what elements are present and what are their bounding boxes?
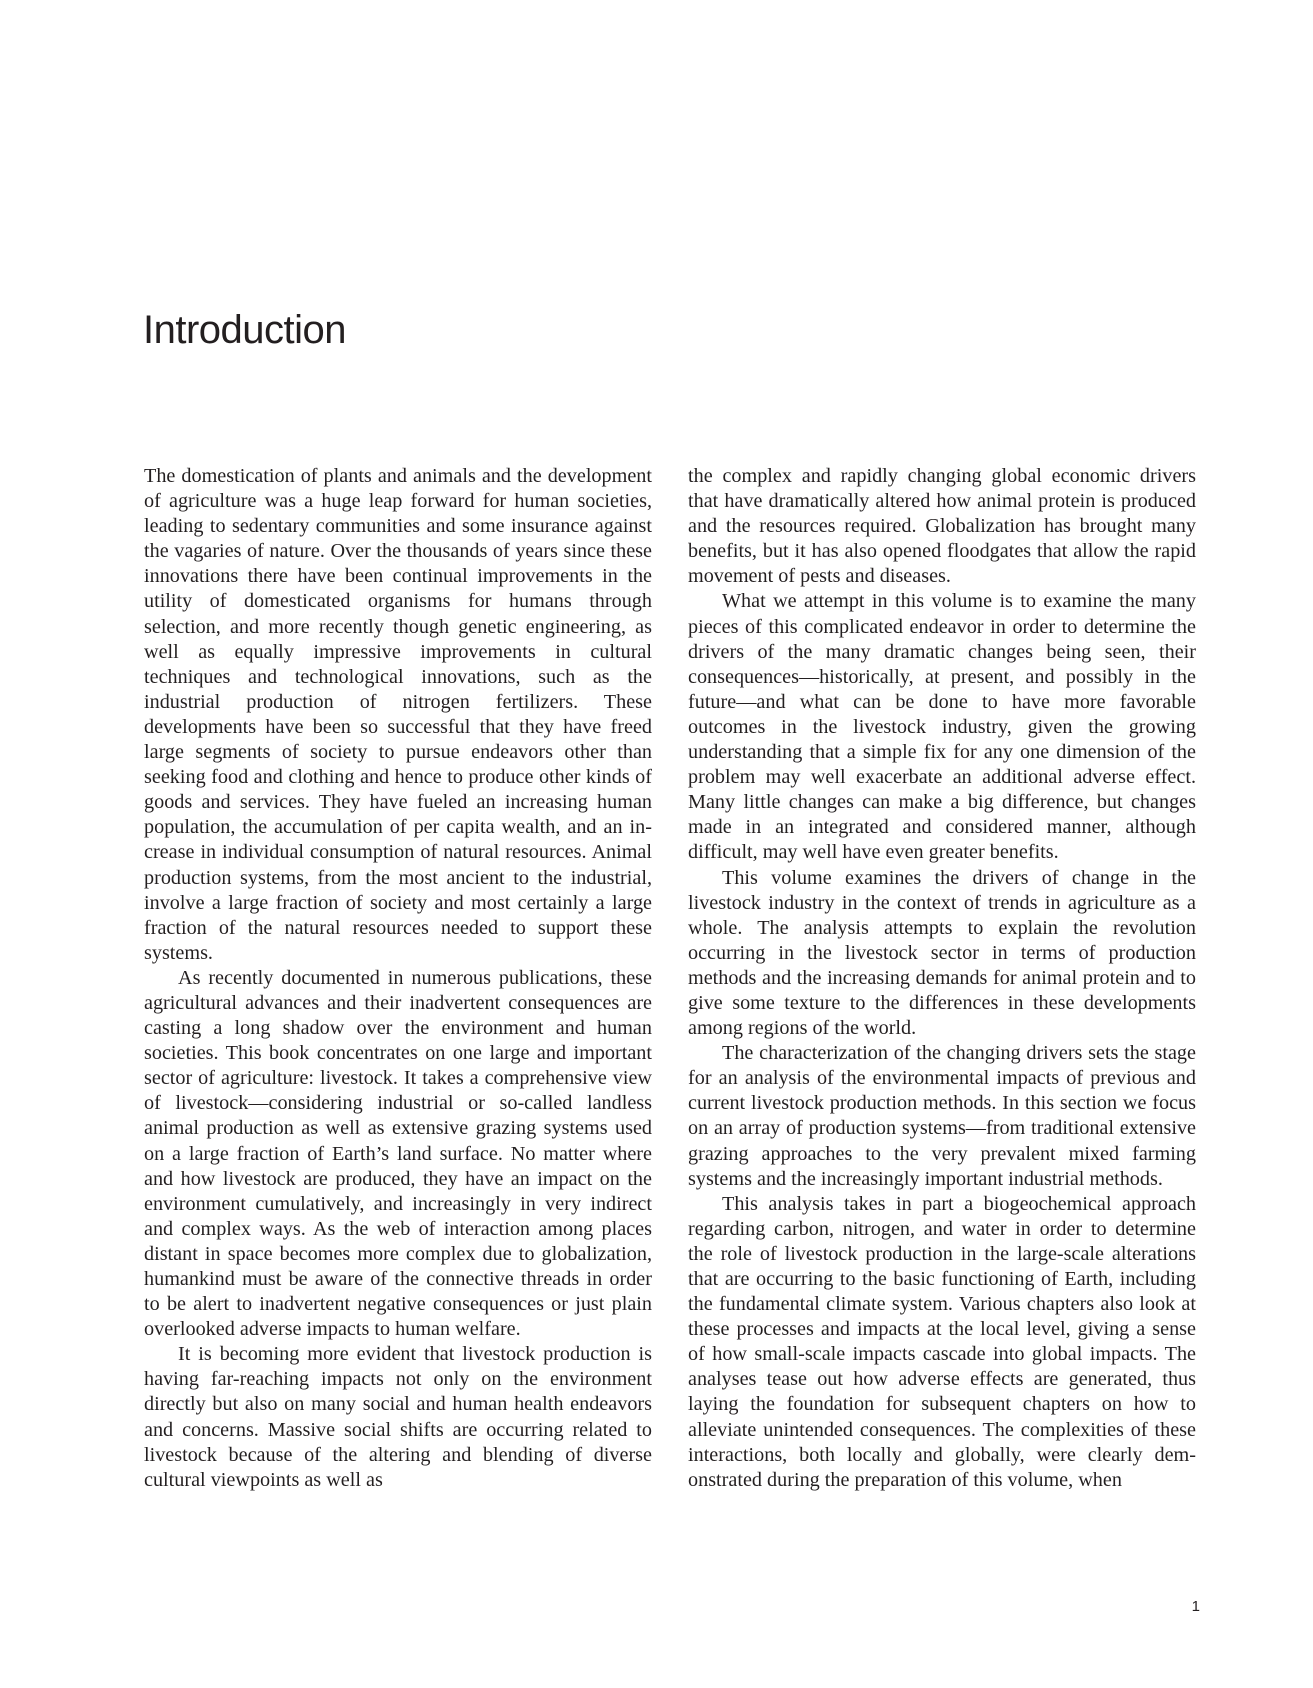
left-text-column — [144, 464, 652, 1493]
page-number: 1 — [1191, 1598, 1200, 1615]
paragraph: What we attempt in this volume is to examine the many pieces of this complicated endeavor in order to determine the drivers of the many dramatic changes being seen, their consequences—historically, at present, and possibly in the future—and what can be done to have more favorable outcomes in the livestock industry, given the growing understanding that a simple fix for any one dimension of the problem may well exacerbate an additional adverse effect. Many little changes can make a big difference, but changes made in an integrated and considered manner, although difficult, may well have even greater benefits. — [688, 590, 1196, 864]
paragraph: The domestication of plants and animals and the development of agriculture was a huge leap forward for human societies, leading to sedentary communities and some insurance against the vagaries of nature. Over the thousands of years since these innovations there have been continual improvements in the utility of domesticated organisms for humans through selection, and more recently though genetic engineering, as well as equally impressive improvements in cultural techniques and technological innovations, such as the industrial production of nitrogen fertilizers. These developments have been so successful that they have freed large segments of society to pursue endeavors other than seeking food and clothing and hence to produce other kinds of goods and services. They have fueled an increasing human population, the accumulation of per capita wealth, and an increase in individual consumption of natural resources. Animal production systems, from the most ancient to the industrial, involve a large fraction of society and most certainly a large fraction of the natural resources needed to support these systems. — [144, 465, 652, 964]
paragraph: This volume examines the drivers of change in the livestock industry in the context of trends in agriculture as a whole. The analysis attempts to explain the revolution occurring in the livestock sector in terms of production methods and the increasing demands for animal protein and to give some texture to the differences in these developments among regions of the world. — [688, 866, 1196, 1040]
chapter-title: Introduction — [143, 308, 347, 352]
paragraph: It is becoming more evident that livestock production is having far-reaching impacts not only on the environment directly but also on many social and human health endeavors and concerns. Massive social shifts are occurring related to livestock because of the altering and blending of diverse cultural viewpoints as well as — [144, 1343, 652, 1491]
paragraph: the complex and rapidly changing global economic drivers that have dramatically altered how animal protein is produced and the resources required. Globalization has brought many benefits, but it has also opened floodgates that allow the rapid movement of pests and diseases. — [688, 465, 1196, 588]
paragraph: The characterization of the changing drivers sets the stage for an analysis of the environmental impacts of previous and current livestock production methods. In this section we focus on an array of production systems—from traditional extensive grazing approaches to the very prevalent mixed farming systems and the increasingly important industrial methods. — [688, 1042, 1196, 1190]
right-text-column — [688, 464, 1196, 1493]
paragraph: As recently documented in numerous publications, these agricultural advances and their inadvertent consequences are casting a long shadow over the environment and human societies. This book concentrates on one large and important sector of agriculture: livestock. It takes a comprehensive view of livestock—considering industrial or so-called landless animal production as well as extensive grazing systems used on a large fraction of Earth’s land surface. No matter where and how livestock are produced, they have an impact on the environment cumulatively, and increasingly in very indirect and complex ways. As the web of interaction among places distant in space becomes more complex due to globalization, humankind must be aware of the connective threads in order to be alert to inadvertent negative consequences or just plain overlooked adverse impacts to human welfare. — [144, 966, 652, 1341]
paragraph: This analysis takes in part a biogeochemical approach regarding carbon, nitrogen, and water in order to determine the role of livestock production in the large-scale alterations that are occurring to the basic functioning of Earth, including the fundamental climate system. Various chapters also look at these processes and impacts at the local level, giving a sense of how small-scale impacts cascade into global impacts. The analyses tease out how adverse effects are generated, thus laying the foundation for subsequent chapters on how to alleviate unintended consequences. The complexities of these interactions, both locally and globally, were clearly demonstrated during the preparation of this volume, when — [688, 1192, 1196, 1491]
